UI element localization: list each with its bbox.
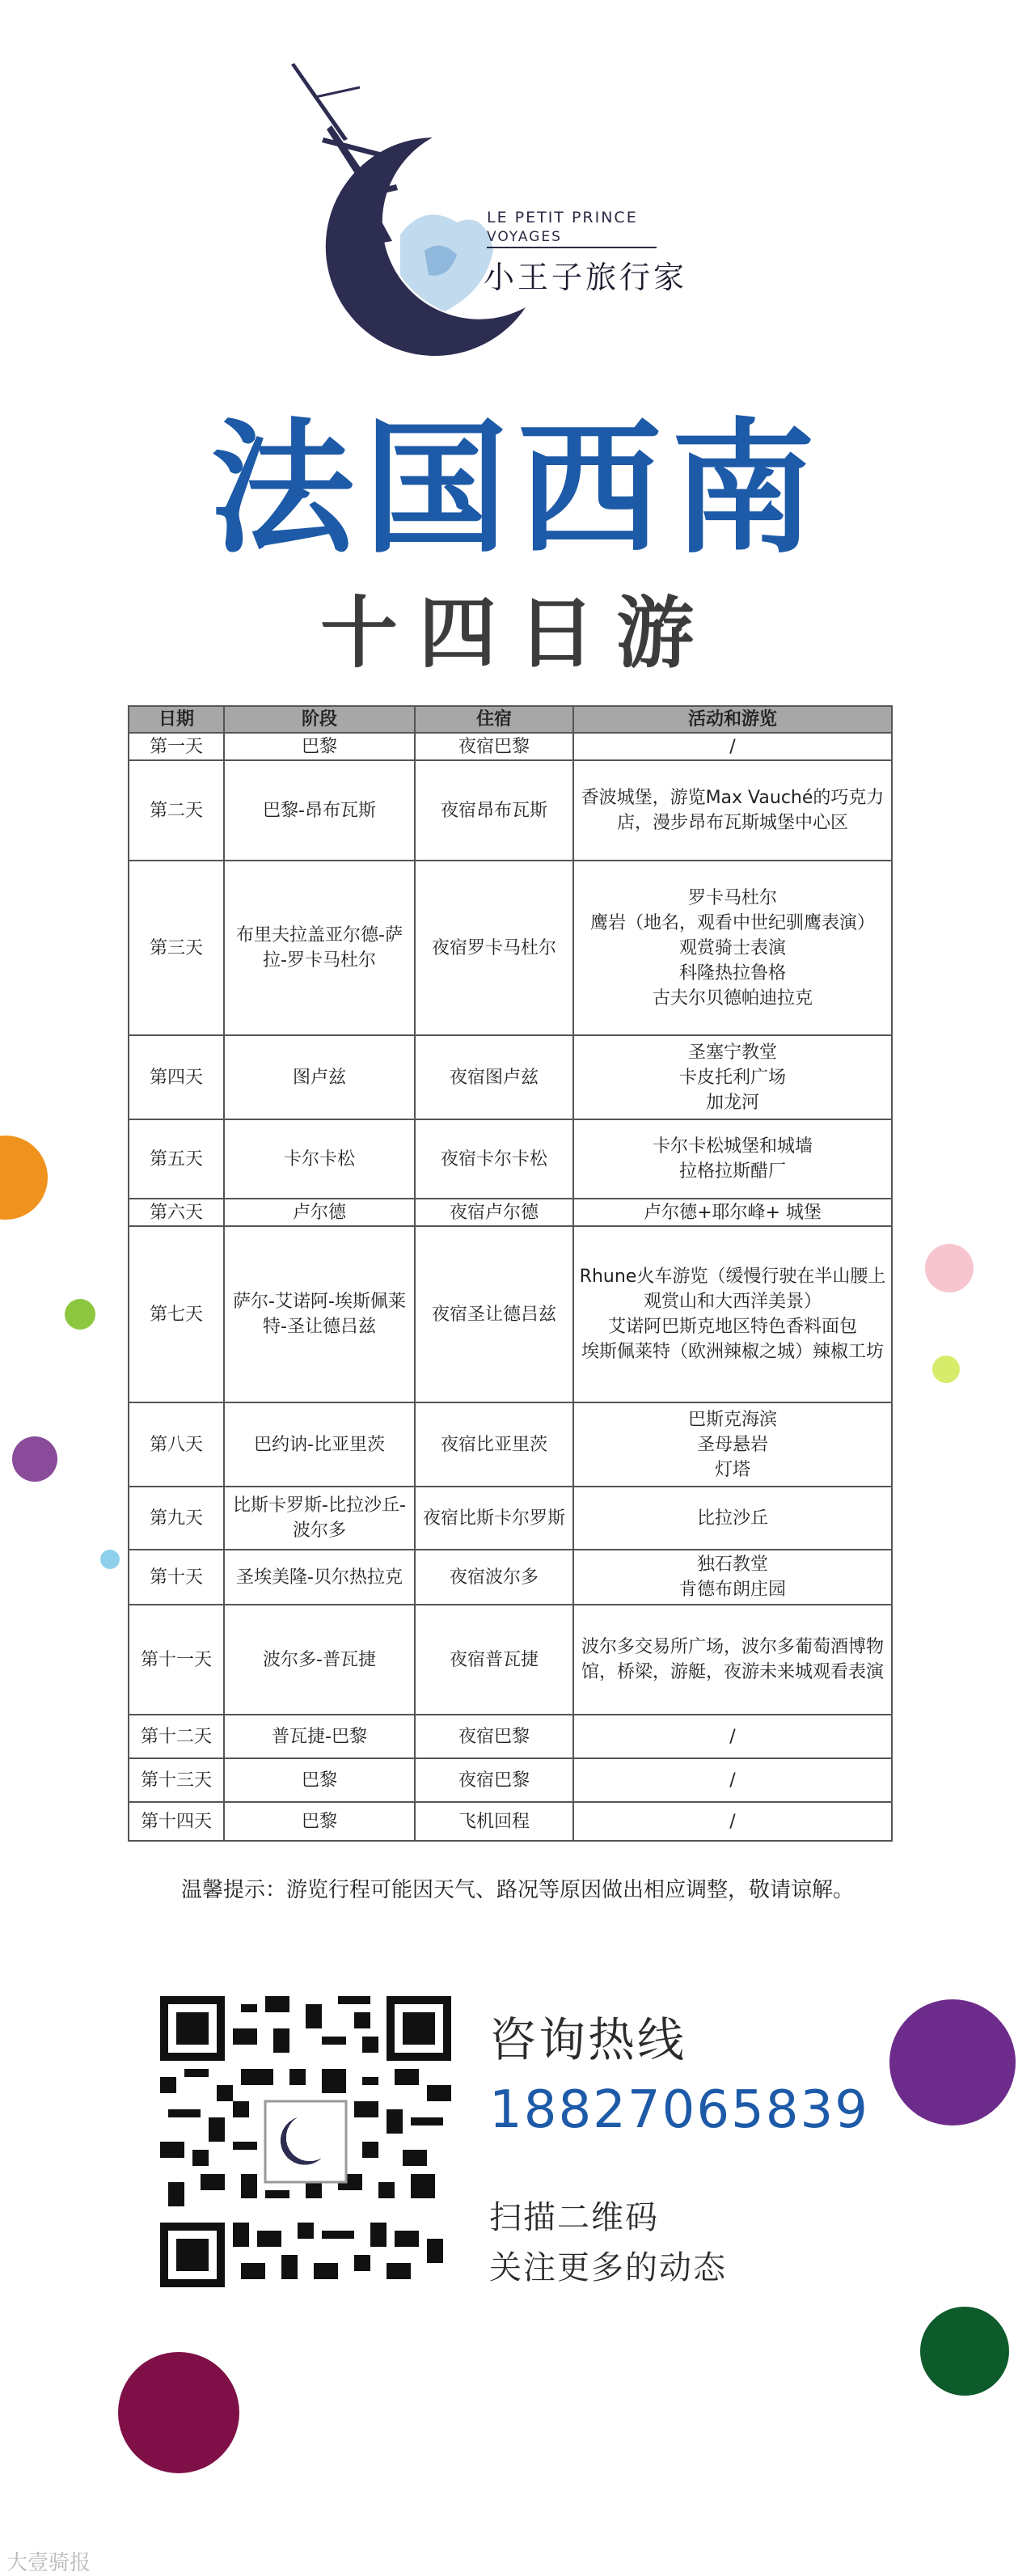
cell-stage: 巴黎 — [224, 733, 415, 760]
table-row — [129, 1715, 892, 1758]
cell-stage: 巴约讷-比亚里茨 — [224, 1402, 415, 1487]
activity-line: 鹰岩（地名，观看中世纪驯鹰表演） — [589, 912, 875, 933]
activity-line: / — [729, 736, 736, 757]
cell-activities — [573, 1199, 892, 1226]
table-row — [129, 1402, 892, 1487]
cell-stay: 飞机回程 — [415, 1802, 573, 1841]
table-row — [129, 1605, 892, 1715]
table-row — [129, 1119, 892, 1199]
cell-day: 第八天 — [129, 1402, 224, 1487]
decor-dot-purple-small — [12, 1436, 57, 1482]
activity-line: / — [729, 1770, 736, 1791]
activity-line: Rhune火车游览（缓慢行驶在半山腰上观赏山和大西洋美景） — [579, 1267, 886, 1312]
table-row — [129, 1226, 892, 1402]
header-stay: 住宿 — [415, 706, 573, 733]
header-date: 日期 — [129, 706, 224, 733]
decor-dot-dark-green — [920, 2307, 1009, 2396]
cell-stage: 卢尔德 — [224, 1199, 415, 1226]
table-header-row — [129, 706, 892, 733]
cell-stay: 夜宿波尔多 — [415, 1550, 573, 1605]
logo-text-en-line2: VOYAGES — [487, 229, 562, 245]
itinerary-table — [128, 705, 893, 1842]
activity-line: / — [729, 1811, 736, 1832]
activity-line: 拉格拉斯醋厂 — [678, 1161, 786, 1182]
activity-line: 独石教堂 — [696, 1554, 768, 1575]
activity-line: 巴斯克海滨 — [687, 1409, 777, 1430]
cell-stage: 波尔多-普瓦捷 — [224, 1605, 415, 1715]
cell-day: 第十四天 — [129, 1802, 224, 1841]
cell-day: 第三天 — [129, 861, 224, 1035]
cell-day: 第九天 — [129, 1487, 224, 1550]
cell-stage: 图卢兹 — [224, 1035, 415, 1119]
cell-stage: 卡尔卡松 — [224, 1119, 415, 1199]
activity-line: 加龙河 — [705, 1092, 759, 1113]
cell-stage: 萨尔-艾诺阿-埃斯佩莱特-圣让德吕兹 — [224, 1226, 415, 1402]
header-stage: 阶段 — [224, 706, 415, 733]
activity-line: 观赏骑士表演 — [678, 937, 786, 958]
activity-line: 古夫尔贝德帕迪拉克 — [652, 988, 813, 1009]
table-row — [129, 1199, 892, 1226]
brand-logo — [283, 49, 768, 364]
watermark: 大壹骑报 — [6, 2551, 91, 2575]
cell-stay: 夜宿卡尔卡松 — [415, 1119, 573, 1199]
table-row — [129, 1035, 892, 1119]
table-row — [129, 861, 892, 1035]
cell-activities — [573, 1605, 892, 1715]
cell-activities — [573, 1802, 892, 1841]
cell-activities — [573, 1226, 892, 1402]
decor-dot-light-blue — [100, 1550, 120, 1569]
cell-activities — [573, 1715, 892, 1758]
decor-dot-purple-big — [889, 1999, 1016, 2126]
logo-text-cn: 小王子旅行家 — [484, 260, 688, 295]
cell-day: 第七天 — [129, 1226, 224, 1402]
activity-line: 比拉沙丘 — [696, 1508, 768, 1529]
table-row — [129, 1550, 892, 1605]
cell-day: 第五天 — [129, 1119, 224, 1199]
cell-activities — [573, 733, 892, 760]
cell-activities — [573, 1119, 892, 1199]
activity-line: 艾诺阿巴斯克地区特色香料面包 — [607, 1317, 857, 1337]
cell-stay: 夜宿普瓦捷 — [415, 1605, 573, 1715]
decor-dot-green — [65, 1299, 95, 1330]
cell-activities — [573, 760, 892, 861]
table-row — [129, 1802, 892, 1841]
cell-activities — [573, 1758, 892, 1802]
activity-line: 波尔多交易所广场，波尔多葡萄酒博物馆，桥梁，游艇，夜游未来城观看表演 — [581, 1637, 884, 1682]
activity-line: 卡皮托利广场 — [678, 1067, 786, 1088]
cell-day: 第十二天 — [129, 1715, 224, 1758]
cell-activities — [573, 1550, 892, 1605]
header-activities: 活动和游览 — [573, 706, 892, 733]
decor-dot-lime — [932, 1356, 960, 1383]
qr-code-graphic — [160, 1996, 451, 2287]
activity-line: 香波城堡，游览Max Vauché的巧克力店，漫步昂布瓦斯城堡中心区 — [581, 788, 885, 833]
cell-stage: 巴黎 — [224, 1802, 415, 1841]
cell-stage: 巴黎 — [224, 1758, 415, 1802]
cell-stay: 夜宿罗卡马杜尔 — [415, 861, 573, 1035]
decor-dot-maroon — [118, 2352, 239, 2473]
cell-stay: 夜宿图卢兹 — [415, 1035, 573, 1119]
logo-text-en-line1: LE PETIT PRINCE — [487, 209, 638, 226]
hotline-label: 咨询热线 — [489, 2012, 687, 2067]
hotline-number[interactable]: 18827065839 — [489, 2080, 869, 2140]
cell-stay: 夜宿比亚里茨 — [415, 1402, 573, 1487]
cell-activities — [573, 1487, 892, 1550]
table-row — [129, 733, 892, 760]
cell-day: 第一天 — [129, 733, 224, 760]
scan-qr-text: 扫描二维码 — [489, 2199, 659, 2236]
cell-stay: 夜宿比斯卡尔罗斯 — [415, 1487, 573, 1550]
activity-line: 肯德布朗庄园 — [678, 1580, 786, 1600]
cell-stay: 夜宿昂布瓦斯 — [415, 760, 573, 861]
activity-line: 科隆热拉鲁格 — [678, 962, 786, 983]
activity-line: 圣塞宁教堂 — [687, 1042, 777, 1063]
activity-line: 卢尔德+耶尔峰+ 城堡 — [644, 1202, 822, 1223]
cell-stage: 普瓦捷-巴黎 — [224, 1715, 415, 1758]
activity-line: 圣母悬岩 — [696, 1434, 768, 1455]
cell-stay: 夜宿巴黎 — [415, 733, 573, 760]
qr-code-icon — [160, 1996, 451, 2287]
cell-day: 第六天 — [129, 1199, 224, 1226]
activity-line: 卡尔卡松城堡和城墙 — [652, 1136, 813, 1157]
cell-stay: 夜宿巴黎 — [415, 1758, 573, 1802]
travel-notice: 温馨提示：游览行程可能因天气、路况等原因做出相应调整，敬请谅解。 — [180, 1878, 854, 1902]
activity-line: / — [729, 1726, 736, 1747]
page-subtitle: 十四日游 — [320, 588, 715, 679]
cell-day: 第十天 — [129, 1550, 224, 1605]
decor-dot-pink — [925, 1244, 974, 1292]
cell-activities — [573, 861, 892, 1035]
table-row — [129, 1758, 892, 1802]
cell-activities — [573, 1035, 892, 1119]
activity-line: 埃斯佩莱特（欧洲辣椒之城）辣椒工坊 — [581, 1342, 884, 1362]
page-title: 法国西南 — [210, 405, 825, 573]
cell-day: 第十三天 — [129, 1758, 224, 1802]
cell-stage: 布里夫拉盖亚尔德-萨拉-罗卡马杜尔 — [224, 861, 415, 1035]
activity-line: 灯塔 — [714, 1459, 750, 1480]
cell-stay: 夜宿巴黎 — [415, 1715, 573, 1758]
cell-day: 第二天 — [129, 760, 224, 861]
logo-divider — [487, 247, 657, 248]
decor-dot-orange — [0, 1136, 48, 1220]
cell-day: 第四天 — [129, 1035, 224, 1119]
cell-stage: 比斯卡罗斯-比拉沙丘-波尔多 — [224, 1487, 415, 1550]
table-row — [129, 1487, 892, 1550]
cell-activities — [573, 1402, 892, 1487]
follow-updates-text: 关注更多的动态 — [489, 2249, 727, 2286]
cell-stay: 夜宿卢尔德 — [415, 1199, 573, 1226]
activity-line: 罗卡马杜尔 — [687, 887, 777, 908]
cell-stage: 巴黎-昂布瓦斯 — [224, 760, 415, 861]
eiffel-tower-moon-logo-icon — [283, 49, 768, 364]
cell-day: 第十一天 — [129, 1605, 224, 1715]
cell-stage: 圣埃美隆-贝尔热拉克 — [224, 1550, 415, 1605]
table-row — [129, 760, 892, 861]
cell-stay: 夜宿圣让德吕兹 — [415, 1226, 573, 1402]
